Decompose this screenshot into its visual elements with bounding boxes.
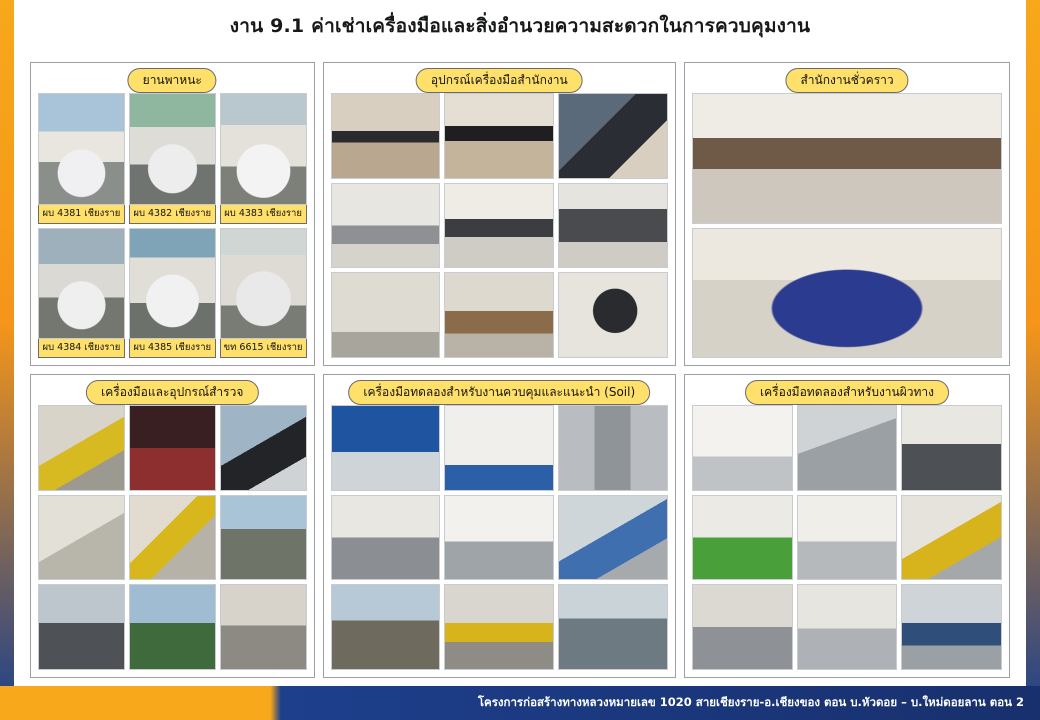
- lab-bench-photo: [797, 495, 898, 581]
- frame-stand-photo: [692, 584, 793, 670]
- soil-lab-photo-grid: [331, 405, 669, 670]
- vehicle-photo: [220, 93, 307, 205]
- photo-cell[interactable]: [901, 584, 1002, 670]
- photo-cell[interactable]: [331, 495, 441, 581]
- left-edge-bar: [0, 0, 14, 720]
- panel-label-temporary-office: สำนักงานชั่วคราว: [785, 68, 908, 93]
- survey-instrument-photo: [38, 405, 125, 491]
- meeting-room-photo: [692, 228, 1002, 359]
- photo-cell[interactable]: [129, 495, 216, 581]
- oven-photo: [444, 405, 554, 491]
- copier-photo: [558, 183, 668, 269]
- vehicle-plate-caption: ผบ 4382 เชียงราย: [129, 205, 216, 224]
- panel-label-office-equipment: อุปกรณ์เครื่องมือสำนักงาน: [416, 68, 583, 93]
- field-test-photo: [331, 584, 441, 670]
- photo-cell[interactable]: [558, 495, 668, 581]
- mold-set-photo: [558, 405, 668, 491]
- vehicle-card[interactable]: [220, 93, 307, 224]
- photo-cell[interactable]: [558, 272, 668, 358]
- photo-cell[interactable]: [558, 93, 668, 179]
- panel-vehicles: [30, 62, 315, 366]
- footer-bar: [0, 686, 1040, 720]
- photo-cell[interactable]: [38, 584, 125, 670]
- title-bar: [14, 0, 1026, 52]
- vehicle-plate-caption: ผบ 4385 เชียงราย: [129, 339, 216, 358]
- gauge-photo: [558, 495, 668, 581]
- photo-cell[interactable]: [901, 495, 1002, 581]
- photo-cell[interactable]: [692, 495, 793, 581]
- vehicle-photo: [38, 228, 125, 340]
- chair-photo: [558, 272, 668, 358]
- panel-office-equipment: [323, 62, 677, 366]
- computer-monitor-photo: [558, 93, 668, 179]
- photo-cell[interactable]: [331, 93, 441, 179]
- field-survey-photo: [129, 584, 216, 670]
- site-test-photo: [558, 584, 668, 670]
- photo-cell[interactable]: [220, 495, 307, 581]
- panel-label-soil-lab: เครื่องมือทดลองสำหรับงานควบคุมและแนะนำ (Soil): [348, 380, 650, 405]
- field-density-photo: [444, 584, 554, 670]
- photo-cell[interactable]: [558, 183, 668, 269]
- vehicle-photo-grid: [38, 93, 307, 358]
- photo-cell[interactable]: [797, 495, 898, 581]
- tool-kit-photo: [901, 495, 1002, 581]
- photo-cell[interactable]: [444, 495, 554, 581]
- panel-pavement-lab: [684, 374, 1010, 678]
- photo-cell[interactable]: [444, 584, 554, 670]
- green-bucket-photo: [692, 495, 793, 581]
- panel-survey-tools: [30, 374, 315, 678]
- panel-board: [30, 62, 1010, 678]
- pavement-lab-photo-grid: [692, 405, 1002, 670]
- vehicle-plate-caption: ผบ 4381 เชียงราย: [38, 205, 125, 224]
- photo-cell[interactable]: [692, 228, 1002, 359]
- office-desk-photo: [444, 93, 554, 179]
- vehicle-card[interactable]: [129, 93, 216, 224]
- vehicle-photo: [220, 228, 307, 340]
- photo-cell[interactable]: [444, 183, 554, 269]
- temporary-office-photo-grid: [692, 93, 1002, 358]
- panel-label-pavement-lab: เครื่องมือทดลองสำหรับงานผิวทาง: [745, 380, 949, 405]
- project-footer-text: โครงการก่อสร้างทางหลวงหมายเลข 1020 สายเชียงราย-อ.เชียงของ ตอน บ.หัวดอย – บ.ใหม่ดอยลาน ตอน 2: [477, 695, 1024, 709]
- photo-cell[interactable]: [331, 405, 441, 491]
- photo-cell[interactable]: [797, 405, 898, 491]
- survey-cone-photo: [38, 495, 125, 581]
- panel-label-survey-tools: เครื่องมือและอุปกรณ์สำรวจ: [86, 380, 258, 405]
- cylinder-set-photo: [331, 495, 441, 581]
- blue-drum-photo: [901, 584, 1002, 670]
- vehicle-card[interactable]: [220, 228, 307, 359]
- office-equipment-photo-grid: [331, 93, 669, 358]
- vehicle-plate-caption: ผบ 4383 เชียงราย: [220, 205, 307, 224]
- vehicle-card[interactable]: [38, 228, 125, 359]
- field-equipment-photo: [38, 584, 125, 670]
- extraction-apparatus-photo: [901, 405, 1002, 491]
- field-work-photo: [220, 584, 307, 670]
- vehicle-plate-caption: ขท 6615 เชียงราย: [220, 339, 307, 358]
- metal-pan-photo: [797, 405, 898, 491]
- right-edge-bar: [1026, 0, 1040, 720]
- survey-case-photo: [129, 405, 216, 491]
- panel-soil-lab: [323, 374, 677, 678]
- photo-cell[interactable]: [38, 495, 125, 581]
- photo-cell[interactable]: [220, 584, 307, 670]
- funnel-set-photo: [444, 495, 554, 581]
- photo-cell[interactable]: [558, 405, 668, 491]
- photo-cell[interactable]: [558, 584, 668, 670]
- survey-tool-photo: [129, 495, 216, 581]
- printer-photo: [331, 183, 441, 269]
- vehicle-photo: [129, 93, 216, 205]
- office-interior-photo: [692, 93, 1002, 224]
- panel-temporary-office: [684, 62, 1010, 366]
- vehicle-card[interactable]: [38, 93, 125, 224]
- photo-cell[interactable]: [129, 584, 216, 670]
- photo-cell[interactable]: [38, 405, 125, 491]
- table-photo: [444, 272, 554, 358]
- photo-cell[interactable]: [692, 93, 1002, 224]
- photo-cell[interactable]: [692, 405, 793, 491]
- lab-tray-photo: [692, 405, 793, 491]
- vehicle-photo: [129, 228, 216, 340]
- office-desk-photo: [331, 93, 441, 179]
- panel-label-vehicles: ยานพาหนะ: [128, 68, 217, 93]
- photo-cell[interactable]: [220, 405, 307, 491]
- cabinet-photo: [331, 272, 441, 358]
- photo-cell[interactable]: [331, 272, 441, 358]
- photo-cell[interactable]: [331, 183, 441, 269]
- photo-cell[interactable]: [129, 405, 216, 491]
- vehicle-plate-caption: ผบ 4384 เชียงราย: [38, 339, 125, 358]
- photo-cell[interactable]: [444, 405, 554, 491]
- vehicle-card[interactable]: [129, 228, 216, 359]
- photo-cell[interactable]: [444, 272, 554, 358]
- page-title: งาน 9.1 ค่าเช่าเครื่องมือและสิ่งอำนวยความสะดวกในการควบคุมงาน: [229, 15, 811, 37]
- photo-cell[interactable]: [797, 584, 898, 670]
- laptop-photo: [220, 405, 307, 491]
- tripod-photo: [220, 495, 307, 581]
- storage-room-photo: [797, 584, 898, 670]
- photo-cell[interactable]: [901, 405, 1002, 491]
- vehicle-photo: [38, 93, 125, 205]
- photo-cell[interactable]: [692, 584, 793, 670]
- survey-tools-photo-grid: [38, 405, 307, 670]
- printer-photo: [444, 183, 554, 269]
- sieve-set-photo: [331, 405, 441, 491]
- photo-cell[interactable]: [331, 584, 441, 670]
- photo-cell[interactable]: [444, 93, 554, 179]
